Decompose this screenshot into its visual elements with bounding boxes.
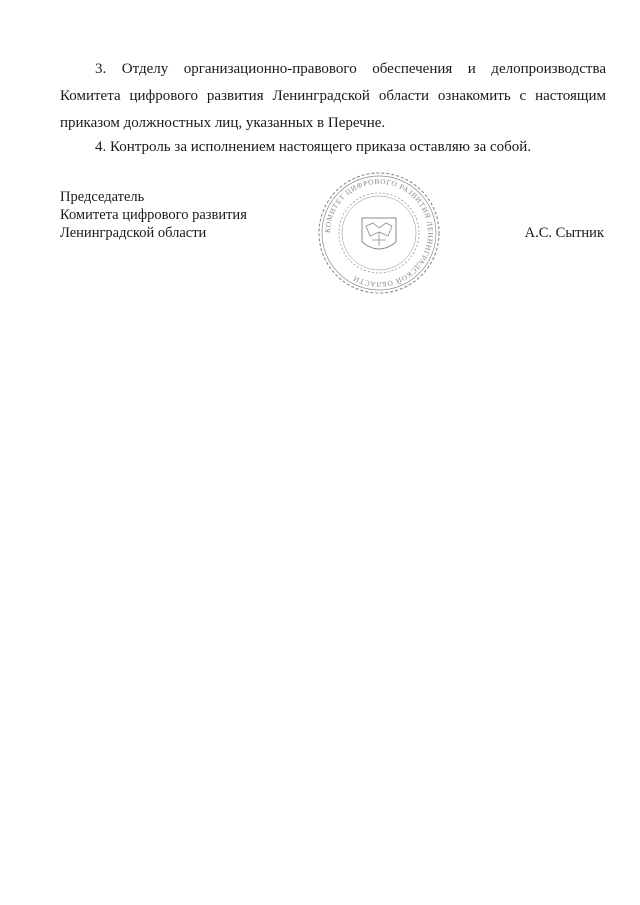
signatory-position	[60, 188, 247, 242]
position-line-2: Комитета цифрового развития	[60, 207, 247, 223]
signer-name: А.С. Сытник	[524, 225, 604, 241]
paragraph-4	[60, 134, 606, 161]
paragraph-4-text: 4. Контроль за исполнением настоящего приказа оставляю за собой.	[95, 139, 532, 155]
official-stamp-icon	[316, 170, 442, 296]
paragraph-3	[60, 56, 606, 137]
paragraph-3-text: 3. Отделу организационно-правового обеспечения и делопроизводства Комитета цифрового развития Ленинградской области ознакомить с настоящим приказом должностных лиц, указанных в Перечне.	[60, 61, 606, 131]
seal-text: КОМИТЕТ ЦИФРОВОГО РАЗВИТИЯ ЛЕНИНГРАДСКОЙ ОБЛАСТИ	[322, 176, 436, 290]
position-line-1: Председатель	[60, 189, 145, 205]
position-line-3: Ленинградской области	[60, 225, 207, 241]
